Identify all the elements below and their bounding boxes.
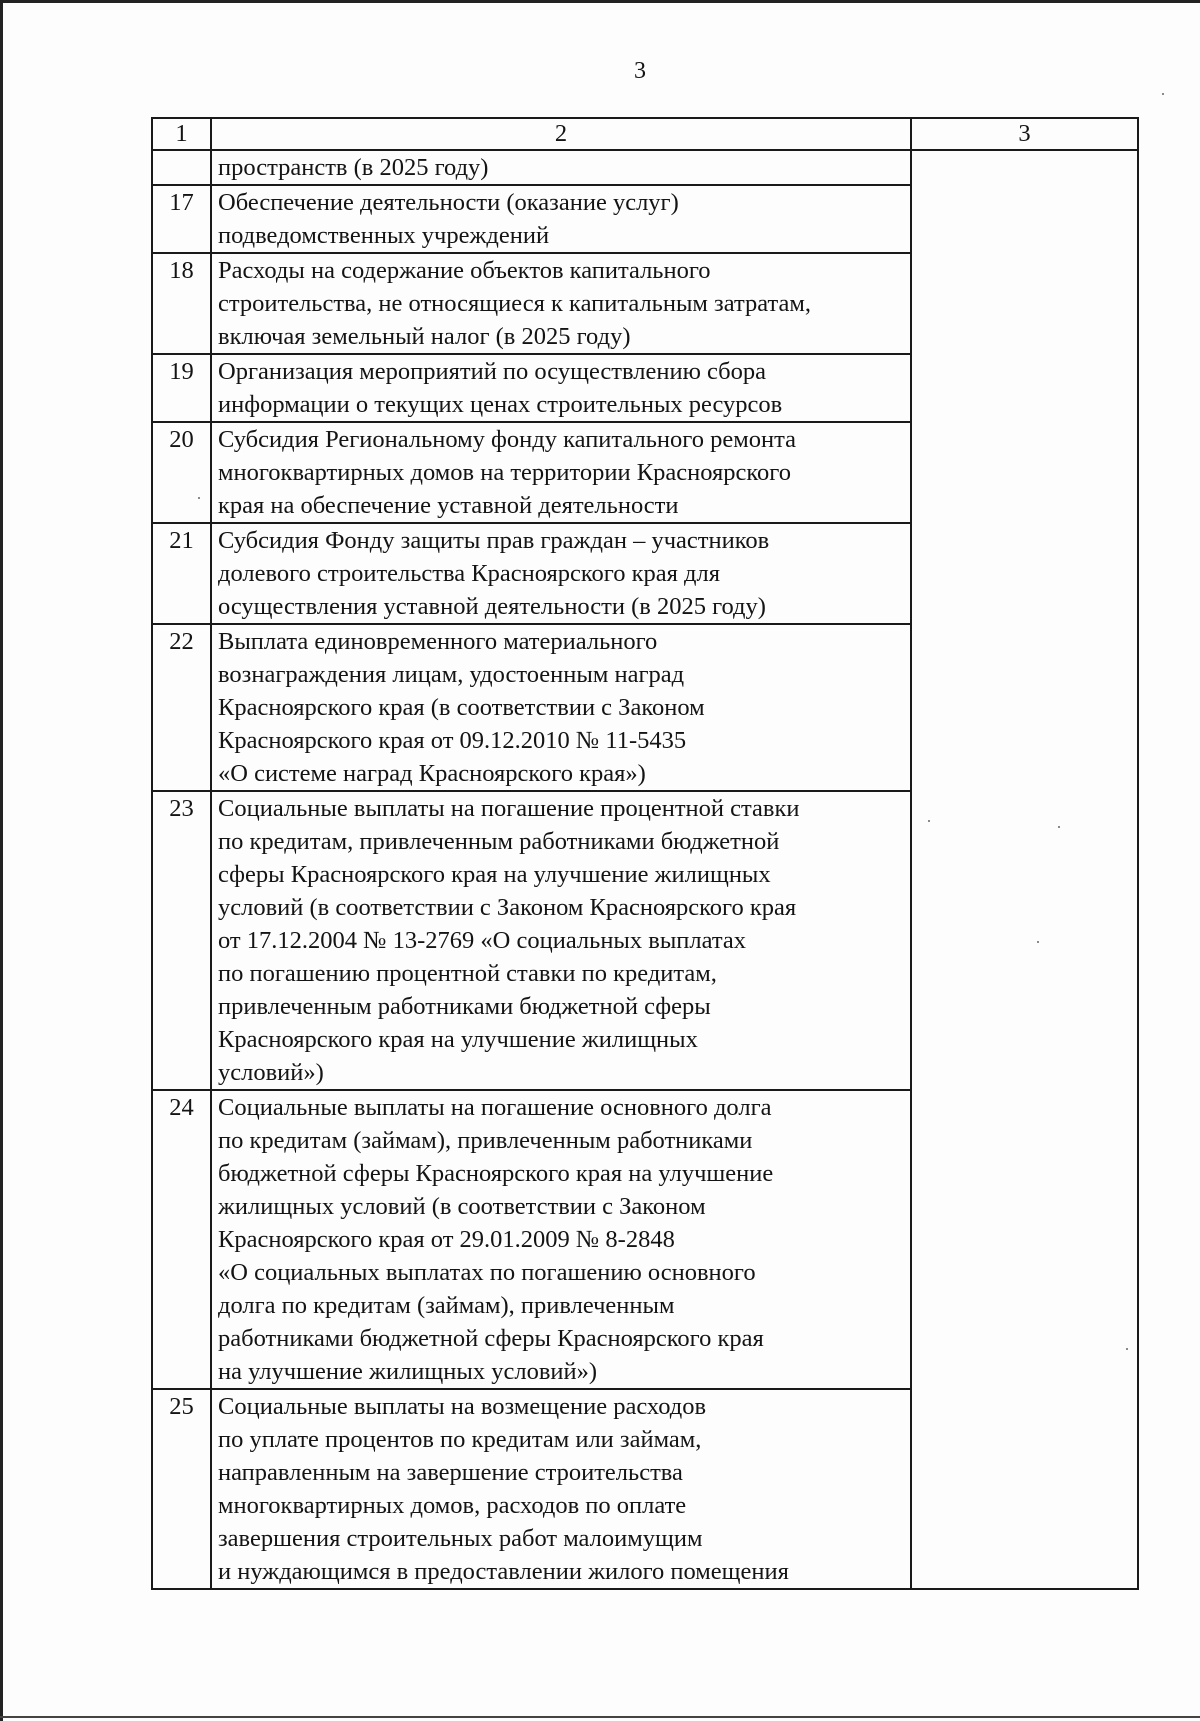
column-3-cell [911,150,1138,1589]
row-number-cell: 20 [152,422,211,523]
page-number: 3 [634,58,646,84]
row-text-cell [211,1090,911,1389]
row-text-cell [211,253,911,354]
row-text-line: Субсидия Региональному фонду капитального ремонта [218,426,796,453]
scan-speck [1126,1348,1128,1350]
row-text-line: информации о текущих ценах строительных ресурсов [218,391,783,418]
row-number-cell: 17 [152,185,211,253]
row-text-line: Красноярского края на улучшение жилищных [218,1026,698,1053]
scan-speck [1058,826,1060,828]
row-text-line: работниками бюджетной сферы Красноярского края [218,1325,764,1352]
row-text-line: Социальные выплаты на возмещение расходов [218,1393,707,1420]
row-text-line: Выплата единовременного материального [218,628,658,655]
row-text-cell [211,185,911,253]
row-text-line: и нуждающимся в предоставлении жилого помещения [218,1558,789,1585]
row-text-line: от 17.12.2004 № 13-2769 «О социальных выплатах [218,927,747,954]
row-text-line: подведомственных учреждений [218,222,550,249]
continuation-row [152,150,1138,185]
scan-speck [928,820,930,822]
row-text-line: долга по кредитам (займам), привлеченным [218,1292,675,1319]
table-body [152,118,1138,1589]
scan-border-left [0,0,3,1721]
row-text-line: вознаграждения лицам, удостоенным наград [218,661,685,688]
scan-border-bottom [0,1716,1200,1718]
row-text-line: завершения строительных работ малоимущим [218,1525,703,1552]
row-text-line: условий») [218,1059,324,1086]
row-text-line: привлеченным работниками бюджетной сферы [218,993,711,1020]
row-text-line: Обеспечение деятельности (оказание услуг) [218,189,679,216]
column-header-1: 1 [152,118,211,150]
scan-speck [1037,941,1039,943]
row-text-cell [211,791,911,1090]
row-text-line: многоквартирных домов на территории Красноярского [218,459,791,486]
row-text-cell [211,624,911,791]
row-text-line: Красноярского края от 29.01.2009 № 8-2848 [218,1226,675,1253]
row-text-line: Социальные выплаты на погашение процентной ставки [218,795,800,822]
row-text-line: Расходы на содержание объектов капитального [218,257,711,284]
row-text-line: долевого строительства Красноярского края для [218,560,720,587]
row-text-line: бюджетной сферы Красноярского края на улучшение [218,1160,774,1187]
row-text-cell [211,354,911,422]
row-text-line: по уплате процентов по кредитам или займам, [218,1426,702,1453]
row-text-line: «О системе наград Красноярского края») [218,760,646,787]
row-text-line: на улучшение жилищных условий») [218,1358,598,1385]
row-text-line: Организация мероприятий по осуществлению сбора [218,358,767,385]
row-text-line: по погашению процентной ставки по кредитам, [218,960,717,987]
row-text-line: края на обеспечение уставной деятельности [218,492,679,519]
expense-table [151,117,1139,1590]
scan-border-top [0,0,1200,3]
row-text-line: Красноярского края (в соответствии с Законом [218,694,705,721]
row-number-cell: 23 [152,791,211,1090]
row-text-line: условий (в соответствии с Законом Красноярского края [218,894,797,921]
row-text-cell [211,1389,911,1589]
scan-speck [1162,93,1164,95]
column-header-2: 2 [211,118,911,150]
row-text-line: строительства, не относящиеся к капитальным затратам, [218,290,811,317]
row-number-cell: 21 [152,523,211,624]
row-number-cell: 19 [152,354,211,422]
header-row [152,118,1138,150]
row-text-line: пространств (в 2025 году) [218,154,489,181]
row-text-cell [211,523,911,624]
row-number-cell: 18 [152,253,211,354]
row-text-line: включая земельный налог (в 2025 году) [218,323,631,350]
row-number-cell: 24 [152,1090,211,1389]
row-text-line: жилищных условий (в соответствии с Законом [218,1193,706,1220]
row-number-cell [152,150,211,185]
row-text-line: осуществления уставной деятельности (в 2025 году) [218,593,766,620]
row-text-line: сферы Красноярского края на улучшение жилищных [218,861,771,888]
row-text-line: по кредитам, привлеченным работниками бюджетной [218,828,780,855]
row-text-line: Субсидия Фонду защиты прав граждан – участников [218,527,770,554]
row-text-cell [211,422,911,523]
column-header-3: 3 [911,118,1138,150]
row-text-line: по кредитам (займам), привлеченным работниками [218,1127,753,1154]
row-number-cell: 25 [152,1389,211,1589]
row-text-line: многоквартирных домов, расходов по оплате [218,1492,687,1519]
row-text-line: Красноярского края от 09.12.2010 № 11-5435 [218,727,687,754]
row-number-cell: 22 [152,624,211,791]
row-text-line: направленным на завершение строительства [218,1459,683,1486]
row-text-cell [211,150,911,185]
row-text-line: «О социальных выплатах по погашению основного [218,1259,756,1286]
row-text-line: Социальные выплаты на погашение основного долга [218,1094,772,1121]
scan-speck [198,497,200,499]
